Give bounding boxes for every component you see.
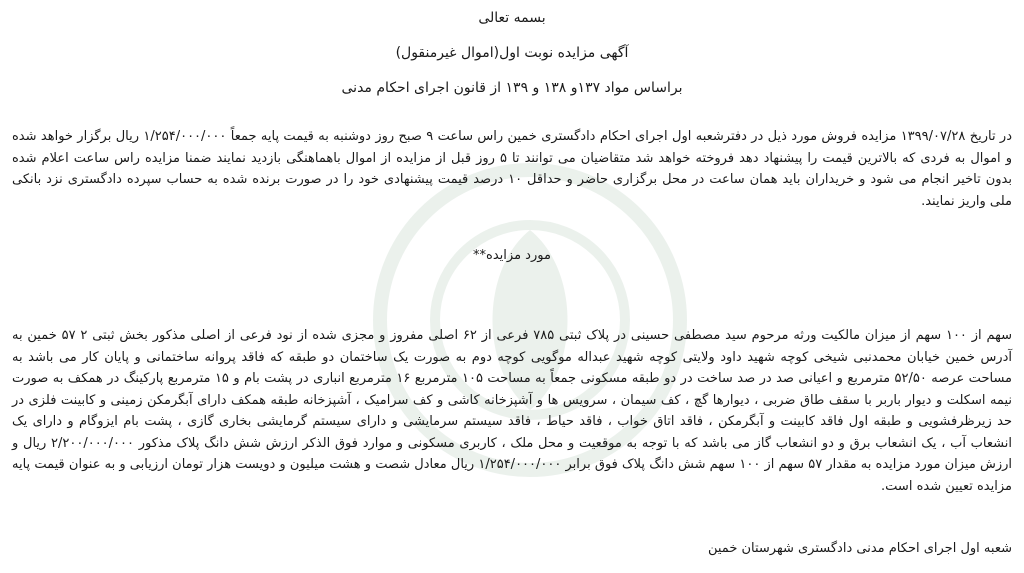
- section-title-auction-item: مورد مزایده**: [473, 248, 551, 263]
- footer-court-branch: شعبه اول اجرای احکام مدنی دادگستری شهرستان خمین: [707, 541, 1012, 556]
- paragraph-auction-terms: در تاریخ ۱۳۹۹/۰۷/۲۸ مزایده فروش مورد ذیل در دفترشعبه اول اجرای احکام دادگستری خمین راس ساعت ۹ صبح روز دوشنبه به قیمت پایه جمعاً ۱/۲۵۴/۰۰۰/۰۰۰ ریال برگزار خواهد شده و اموال به فردی که بالاترین قیمت را پیشنهاد دهد فروخته خواهد شد متقاضیان می توانند تا ۵ روز قبل از مزایده از اموال باهماهنگی بازدید نمایند ضمنا مزایده راس ساعت اعلام شده بدون تاخیر انجام می شود و خریداران باید همان ساعت در محل برگزاری حاضر و حداقل ۱۰ درصد قیمت پیشنهادی خود را در صورت برنده شده به حساب سپرده دادگستری نزد بانکی ملی واریز نمایند.: [12, 129, 1013, 209]
- heading-bismillah: بسمه تعالی: [478, 10, 546, 26]
- heading-legal-basis: براساس مواد ۱۳۷و ۱۳۸ و ۱۳۹ از قانون اجرای احکام مدنی: [341, 80, 683, 96]
- paragraph-property-description: سهم از ۱۰۰ سهم از میزان مالکیت ورثه مرحوم سید مصطفی حسینی در پلاک ثبتی ۷۸۵ فرعی از ۶۲ اصلی مفروز و مجزی شده از نود فرعی از اصلی مذکور بخش ثبتی ۲ ۵۷ خمین به آدرس خمین خیابان محمدنبی شیخی کوچه شهید داود ولایتی کوچه شهید عبداله موگویی کوچه دوم به صورت یک ساختمان دو طبقه که فاقد پروانه ساختمانی و پایان کار می باشد به مساحت عرصه ۵۲/۵۰ مترمربع و اعیانی صد در صد ساخت در دو طبقه مسکونی جمعاً به مساحت ۱۰۵ مترمربع ۱۶ مترمربع انباری در پشت بام و ۱۵ مترمربع پارکینگ در همکف به صورت نیمه اسکلت و دیوار باربر با سقف طاق ضربی ، دیوارها گچ ، کف سیمان ، سرویس ها و آشپزخانه کاشی و کف سرامیک ، آشپزخانه طبقه همکف دارای آبگرمکن زمینی و کابینت فلزی در حد زیرظرفشویی و طبقه اول فاقد کابینت و آبگرمکن ، فاقد اتاق خواب ، فاقد حیاط ، فاقد سیستم سرمایشی و دارای سیستم گرمایشی بخاری گازی ، پشت بام ایزوگام و دارای یک انشعاب آب ، یک انشعاب برق و دو انشعاب گاز می باشد که با توجه به موقعیت و محل ملک ، کاربری مسکونی و موارد فوق الذکر ارزش شش دانگ پلاک مذکور ۲/۲۰۰/۰۰۰/۰۰۰ ریال و ارزش میزان مورد مزایده به مقدار ۵۷ سهم از ۱۰۰ سهم شش دانگ پلاک فوق برابر ۱/۲۵۴/۰۰۰/۰۰۰ ریال معادل شصت و هشت میلیون و دویست هزار تومان ارزیابی و به عنوان قیمت پایه مزایده تعیین شده است.: [12, 328, 1013, 494]
- heading-notice-title: آگهی مزایده نوبت اول(اموال غیرمنقول): [395, 45, 629, 61]
